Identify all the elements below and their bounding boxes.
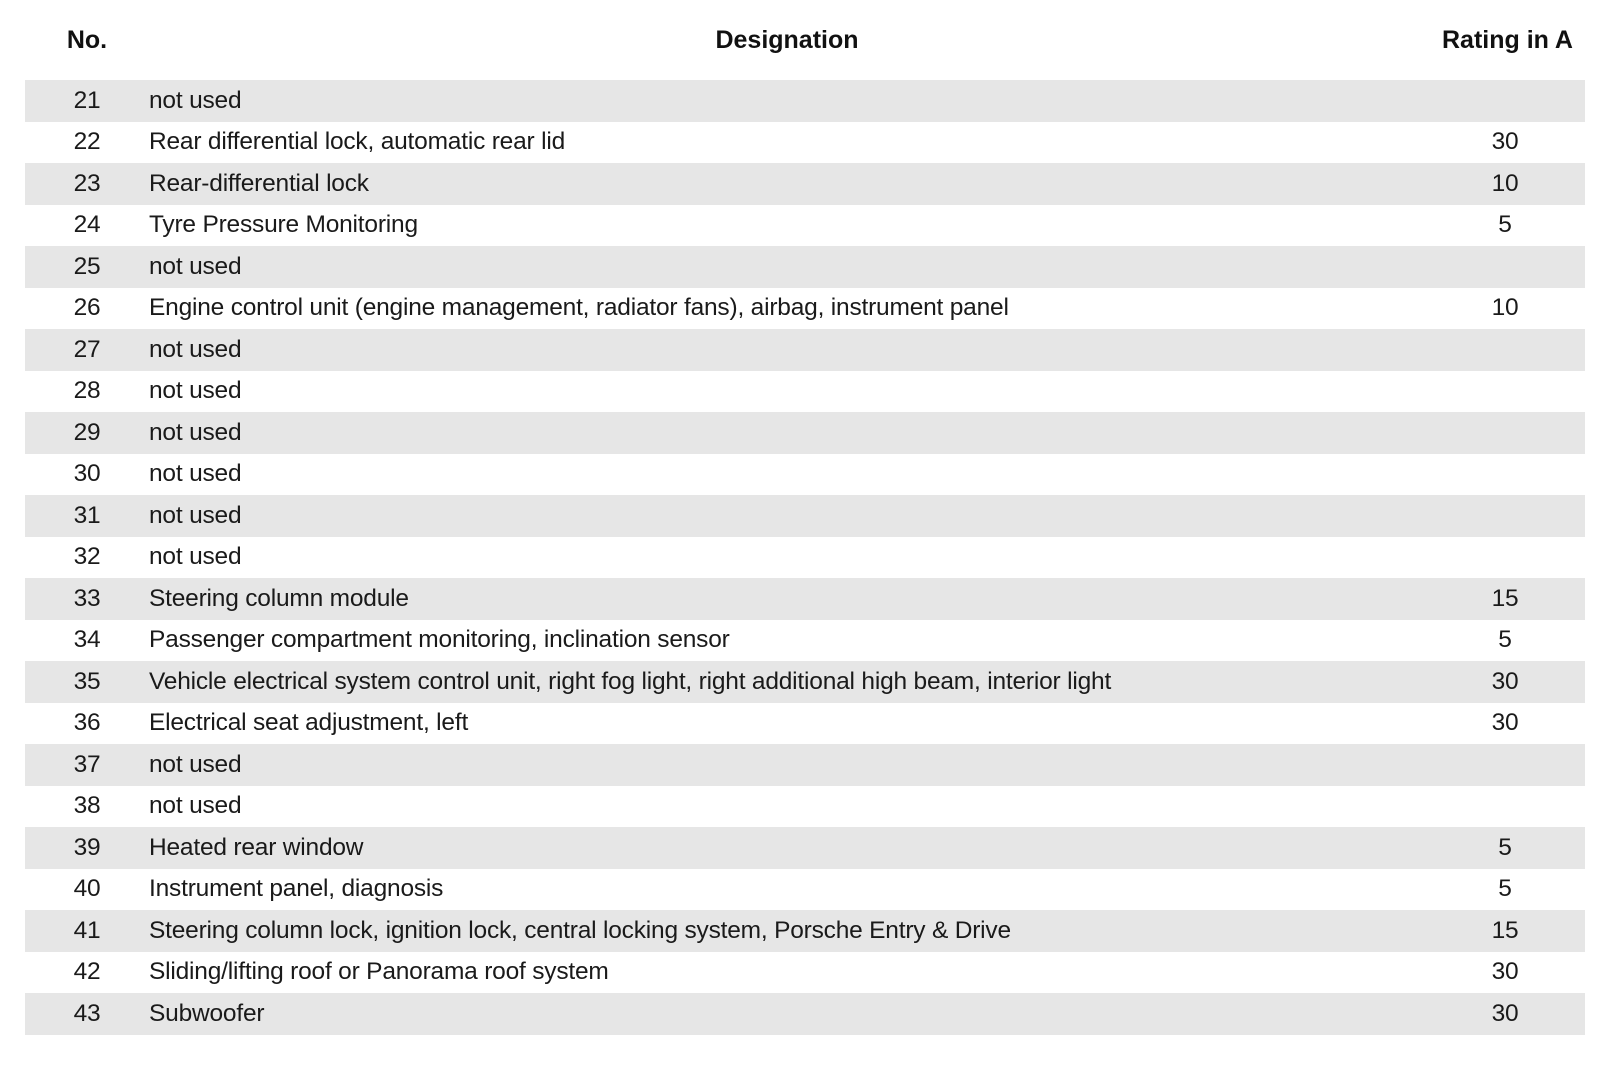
cell-rating: 5 (1498, 211, 1512, 239)
cell-rating: 10 (1491, 169, 1519, 197)
cell-no: 33 (73, 584, 101, 612)
cell-no: 28 (73, 377, 101, 405)
cell-no: 22 (73, 128, 101, 156)
cell-designation: Steering column lock, ignition lock, central locking system, Porsche Entry & Drive (149, 916, 1011, 944)
table-row (25, 495, 1585, 537)
table-row (25, 744, 1585, 786)
cell-no: 43 (73, 999, 101, 1027)
cell-no: 23 (73, 169, 101, 197)
cell-designation: Engine control unit (engine management, radiator fans), airbag, instrument panel (149, 294, 1009, 322)
table-row (25, 537, 1585, 579)
cell-no: 40 (73, 875, 101, 903)
cell-designation: Tyre Pressure Monitoring (149, 211, 418, 239)
table-row (25, 869, 1585, 911)
cell-no: 30 (73, 460, 101, 488)
cell-designation: not used (149, 792, 242, 820)
table-row (25, 329, 1585, 371)
cell-rating: 5 (1498, 833, 1512, 861)
table-row (25, 122, 1585, 164)
table-row (25, 786, 1585, 828)
table-body (25, 80, 1585, 1035)
cell-designation: Steering column module (149, 584, 409, 612)
table-row (25, 703, 1585, 745)
cell-designation: not used (149, 501, 242, 529)
cell-rating: 10 (1491, 294, 1519, 322)
cell-no: 36 (73, 709, 101, 737)
header-rating: Rating in A (1441, 25, 1573, 54)
table-row (25, 661, 1585, 703)
cell-designation: not used (149, 543, 242, 571)
fuse-table (25, 14, 1585, 1035)
cell-designation: Sliding/lifting roof or Panorama roof system (149, 958, 609, 986)
table-row (25, 454, 1585, 496)
cell-designation: not used (149, 86, 242, 114)
cell-rating: 15 (1491, 584, 1519, 612)
cell-designation: Electrical seat adjustment, left (149, 709, 469, 737)
cell-designation: not used (149, 252, 242, 280)
cell-designation: not used (149, 418, 242, 446)
cell-designation: Vehicle electrical system control unit, right fog light, right additional high beam, interior light (149, 667, 1112, 695)
cell-designation: Passenger compartment monitoring, inclination sensor (149, 626, 730, 654)
table-row (25, 246, 1585, 288)
cell-designation: Subwoofer (149, 999, 265, 1027)
cell-no: 41 (73, 916, 101, 944)
cell-designation: not used (149, 335, 242, 363)
cell-no: 27 (73, 335, 101, 363)
cell-rating: 30 (1491, 128, 1519, 156)
cell-no: 39 (73, 833, 101, 861)
table-row (25, 578, 1585, 620)
table-row (25, 620, 1585, 662)
cell-designation: Rear differential lock, automatic rear lid (149, 128, 566, 156)
cell-rating: 5 (1498, 875, 1512, 903)
cell-no: 26 (73, 294, 101, 322)
table-header (25, 14, 1585, 66)
cell-rating: 15 (1491, 916, 1519, 944)
cell-no: 35 (73, 667, 101, 695)
cell-rating: 30 (1491, 667, 1519, 695)
cell-designation: not used (149, 377, 242, 405)
cell-no: 34 (73, 626, 101, 654)
cell-designation: not used (149, 750, 242, 778)
cell-no: 37 (73, 750, 101, 778)
header-designation: Designation (715, 25, 859, 54)
cell-rating: 30 (1491, 999, 1519, 1027)
cell-designation: Rear-differential lock (149, 169, 369, 197)
cell-no: 38 (73, 792, 101, 820)
cell-no: 24 (73, 211, 101, 239)
cell-no: 29 (73, 418, 101, 446)
cell-rating: 5 (1498, 626, 1512, 654)
cell-rating: 30 (1491, 958, 1519, 986)
table-row (25, 993, 1585, 1035)
cell-no: 32 (73, 543, 101, 571)
header-no: No. (66, 25, 108, 54)
cell-designation: Instrument panel, diagnosis (149, 875, 444, 903)
table-row (25, 80, 1585, 122)
cell-no: 25 (73, 252, 101, 280)
table-row (25, 371, 1585, 413)
table-row (25, 910, 1585, 952)
table-row (25, 205, 1585, 247)
table-row (25, 288, 1585, 330)
cell-rating: 30 (1491, 709, 1519, 737)
table-row (25, 163, 1585, 205)
cell-no: 21 (73, 86, 101, 114)
cell-no: 42 (73, 958, 101, 986)
table-row (25, 412, 1585, 454)
cell-designation: Heated rear window (149, 833, 364, 861)
table-row (25, 952, 1585, 994)
cell-no: 31 (73, 501, 101, 529)
cell-designation: not used (149, 460, 242, 488)
table-row (25, 827, 1585, 869)
